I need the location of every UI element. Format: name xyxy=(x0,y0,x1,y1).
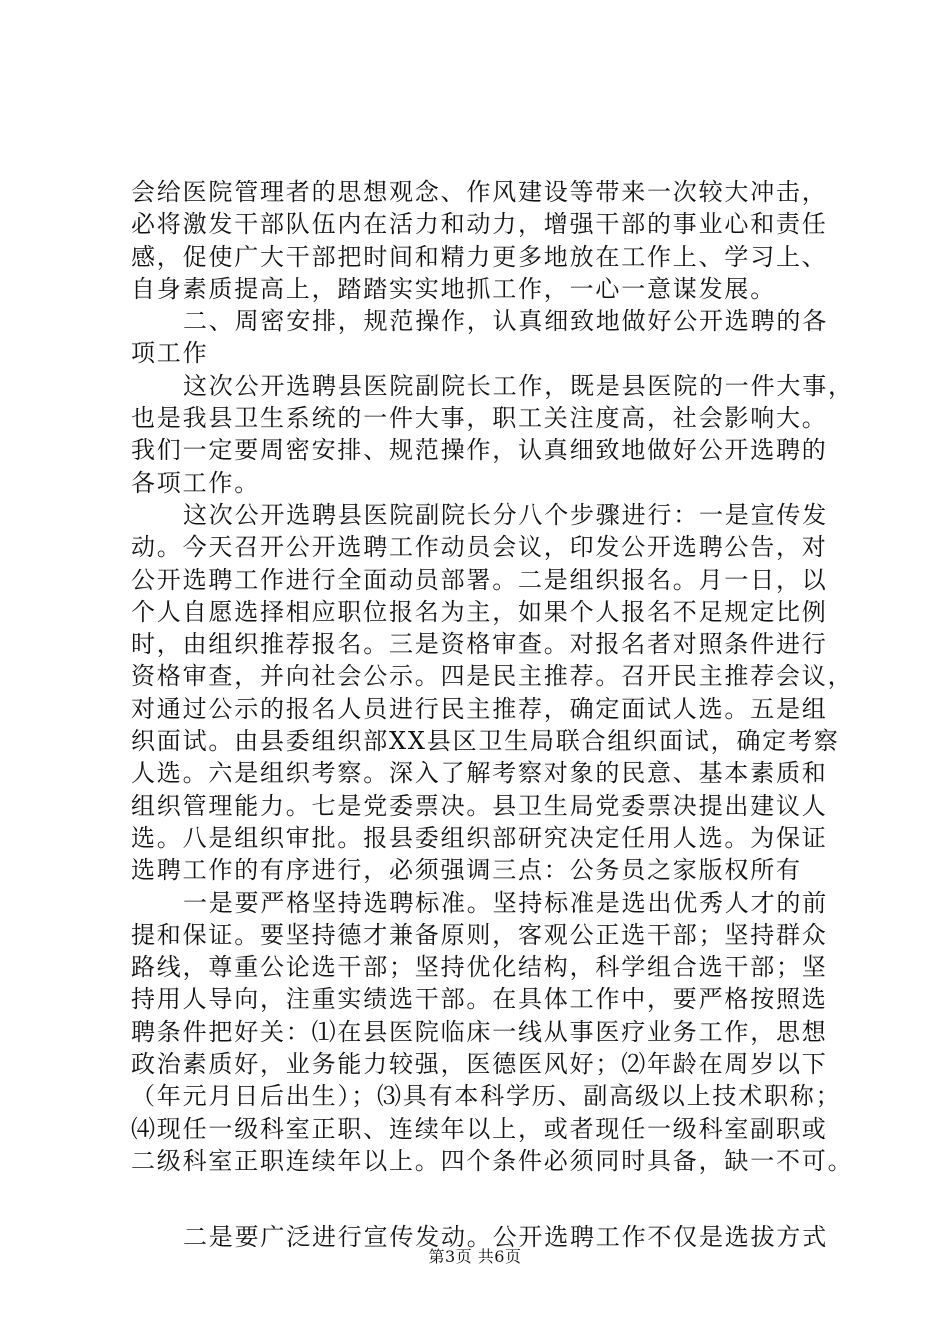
text-line: 织面试。由县委组织部XX县区卫生局联合组织面试，确定考察 xyxy=(131,727,840,756)
text-line: 人选。六是组织考察。深入了解考察对象的民意、基本素质和 xyxy=(131,759,828,788)
text-line: 必将激发干部队伍内在活力和动力，增强干部的事业心和责任 xyxy=(131,210,828,239)
text-line: 也是我县卫生系统的一件大事，职工关注度高，社会影响大。 xyxy=(131,404,828,433)
text-line: 我们一定要周密安排、规范操作，认真细致地做好公开选聘的 xyxy=(131,436,828,465)
body-text xyxy=(131,176,854,1254)
text-line: 自身素质提高上，踏踏实实地抓工作，一心一意谋发展。 xyxy=(131,274,776,303)
text-line: 个人自愿选择相应职位报名为主，如果个人报名不足规定比例 xyxy=(131,597,828,626)
text-line: 对通过公示的报名人员进行民主推荐，确定面试人选。五是组 xyxy=(131,694,828,723)
text-line: 组织管理能力。七是党委票决。县卫生局党委票决提出建议人 xyxy=(131,791,828,820)
page-footer: 第3页 共6页 xyxy=(428,1247,522,1266)
text-line: 提和保证。要坚持德才兼备原则，客观公正选干部；坚持群众 xyxy=(131,920,828,949)
text-line: 资格审查，并向社会公示。四是民主推荐。召开民主推荐会议， xyxy=(131,662,854,691)
text-line: 二级科室正职连续年以上。四个条件必须同时具备，缺一不可。 xyxy=(131,1146,854,1175)
text-line: 政治素质好，业务能力较强，医德医风好；⑵年龄在周岁以下 xyxy=(131,1050,828,1079)
text-line: 各项工作。 xyxy=(131,468,260,497)
text-line: 聘条件把好关：⑴在县医院临床一线从事医疗业务工作，思想 xyxy=(131,1017,828,1046)
section-heading-cont: 项工作 xyxy=(131,339,209,368)
text-line: 选。八是组织审批。报县委组织部研究决定任用人选。为保证 xyxy=(131,823,828,852)
text-line: 路线，尊重公论选干部；坚持优化结构，科学组合选干部；坚 xyxy=(131,953,828,982)
text-line: 公开选聘工作进行全面动员部署。二是组织报名。月一日，以 xyxy=(131,565,828,594)
text-line: 感，促使广大干部把时间和精力更多地放在工作上、学习上、 xyxy=(131,242,828,271)
text-line: 会给医院管理者的思想观念、作风建设等带来一次较大冲击， xyxy=(131,178,828,206)
text-line: 时，由组织推荐报名。三是资格审查。对报名者对照条件进行 xyxy=(131,630,828,659)
text-line: ⑷现任一级科室正职、连续年以上，或者现任一级科室副职或 xyxy=(131,1114,828,1143)
text-line: 持用人导向，注重实绩选干部。在具体工作中，要严格按照选 xyxy=(131,985,828,1014)
text-line: 这次公开选聘县医院副院长分八个步骤进行：一是宣传发 xyxy=(183,500,828,529)
paragraph-gap xyxy=(131,1177,846,1221)
section-heading: 二、周密安排，规范操作，认真细致地做好公开选聘的各 xyxy=(183,307,828,336)
text-line: 二是要广泛进行宣传发动。公开选聘工作不仅是选拔方式 xyxy=(183,1223,828,1252)
text-line: （年元月日后出生）；⑶具有本科学历、副高级以上技术职称； xyxy=(131,1082,842,1111)
text-line: 动。今天召开公开选聘工作动员会议，印发公开选聘公告，对 xyxy=(131,533,828,562)
text-line: 这次公开选聘县医院副院长工作，既是县医院的一件大事， xyxy=(183,371,854,400)
text-line: 选聘工作的有序进行，必须强调三点：公务员之家版权所有 xyxy=(131,856,802,885)
text-line: 一是要严格坚持选聘标准。坚持标准是选出优秀人才的前 xyxy=(183,888,828,917)
